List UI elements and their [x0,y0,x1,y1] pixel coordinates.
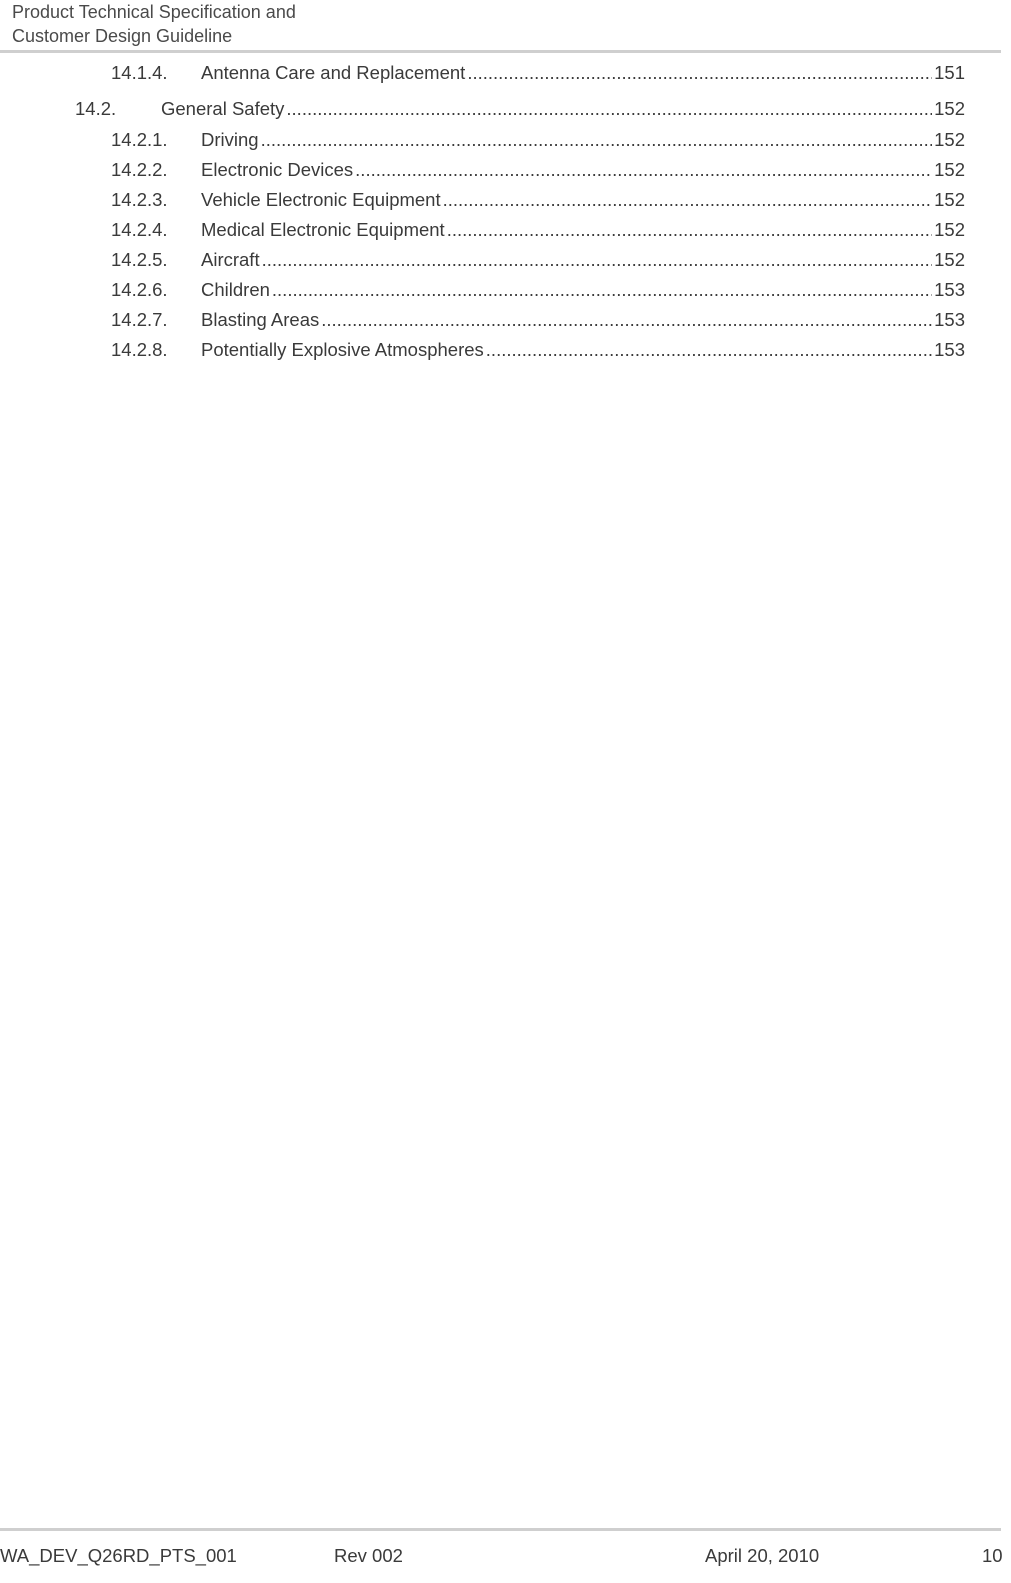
toc-entry-number: 14.2.8. [111,339,168,360]
toc-entry-page: 152 [934,159,965,180]
toc-entry-title: General Safety [161,98,285,119]
toc-entry-page: 151 [934,62,965,83]
toc-entry[interactable] [111,249,965,275]
header-title-line-1: Product Technical Specification and [12,2,296,22]
toc-entry-title: Blasting Areas [201,309,320,330]
toc-entry-number: 14.2.6. [111,279,168,300]
footer-revision: Rev 002 [334,1545,403,1566]
toc-entry-page: 152 [934,129,965,150]
toc-leader-dots [486,339,932,361]
toc-entry-number: 14.2.5. [111,249,168,270]
header-title-line-2: Customer Design Guideline [12,26,233,46]
toc-entry-number: 14.2.4. [111,219,168,240]
toc-leader-dots [261,129,933,151]
toc-entry[interactable] [111,279,965,305]
toc-leader-dots [262,249,933,271]
toc-entry[interactable] [111,129,965,155]
toc-entry-number: 14.2.7. [111,309,168,330]
toc-entry[interactable] [111,219,965,245]
toc-leader-dots [355,159,932,181]
toc-entry-page: 152 [934,98,965,119]
toc-leader-dots [467,62,932,84]
toc-leader-dots [443,189,933,211]
toc-entry-title: Driving [201,129,259,150]
toc-entry[interactable] [111,159,965,185]
toc-leader-dots [272,279,932,301]
page-header [12,0,296,48]
toc-entry-page: 152 [934,249,965,270]
toc-entry[interactable] [75,98,965,124]
footer-page-number: 10 [982,1545,1003,1566]
toc-leader-dots [286,98,932,120]
footer-doc-id: WA_DEV_Q26RD_PTS_001 [0,1545,237,1566]
toc-entry-page: 153 [934,339,965,360]
toc-entry-title: Potentially Explosive Atmospheres [201,339,484,360]
toc-entry-number: 14.2. [75,98,117,119]
toc-entry[interactable] [111,189,965,215]
toc-leader-dots [321,309,932,331]
toc-entry-page: 152 [934,189,965,210]
header-divider [0,50,1001,53]
toc-entry[interactable] [111,62,965,88]
footer-date: April 20, 2010 [705,1545,820,1566]
toc-entry-page: 153 [934,279,965,300]
toc-entry-page: 152 [934,219,965,240]
toc-entry-title: Antenna Care and Replacement [201,62,466,83]
toc-entry-title: Electronic Devices [201,159,354,180]
toc-entry-page: 153 [934,309,965,330]
toc-entry-number: 14.2.2. [111,159,168,180]
toc-entry[interactable] [111,339,965,365]
footer-divider [0,1528,1001,1531]
toc-entry-number: 14.2.3. [111,189,168,210]
toc-entry-title: Vehicle Electronic Equipment [201,189,441,210]
toc-entry-title: Medical Electronic Equipment [201,219,445,240]
toc-entry[interactable] [111,309,965,335]
toc-leader-dots [447,219,932,241]
toc-entry-number: 14.1.4. [111,62,168,83]
toc-entry-title: Aircraft [201,249,260,270]
toc-entry-title: Children [201,279,270,300]
toc-entry-number: 14.2.1. [111,129,168,150]
